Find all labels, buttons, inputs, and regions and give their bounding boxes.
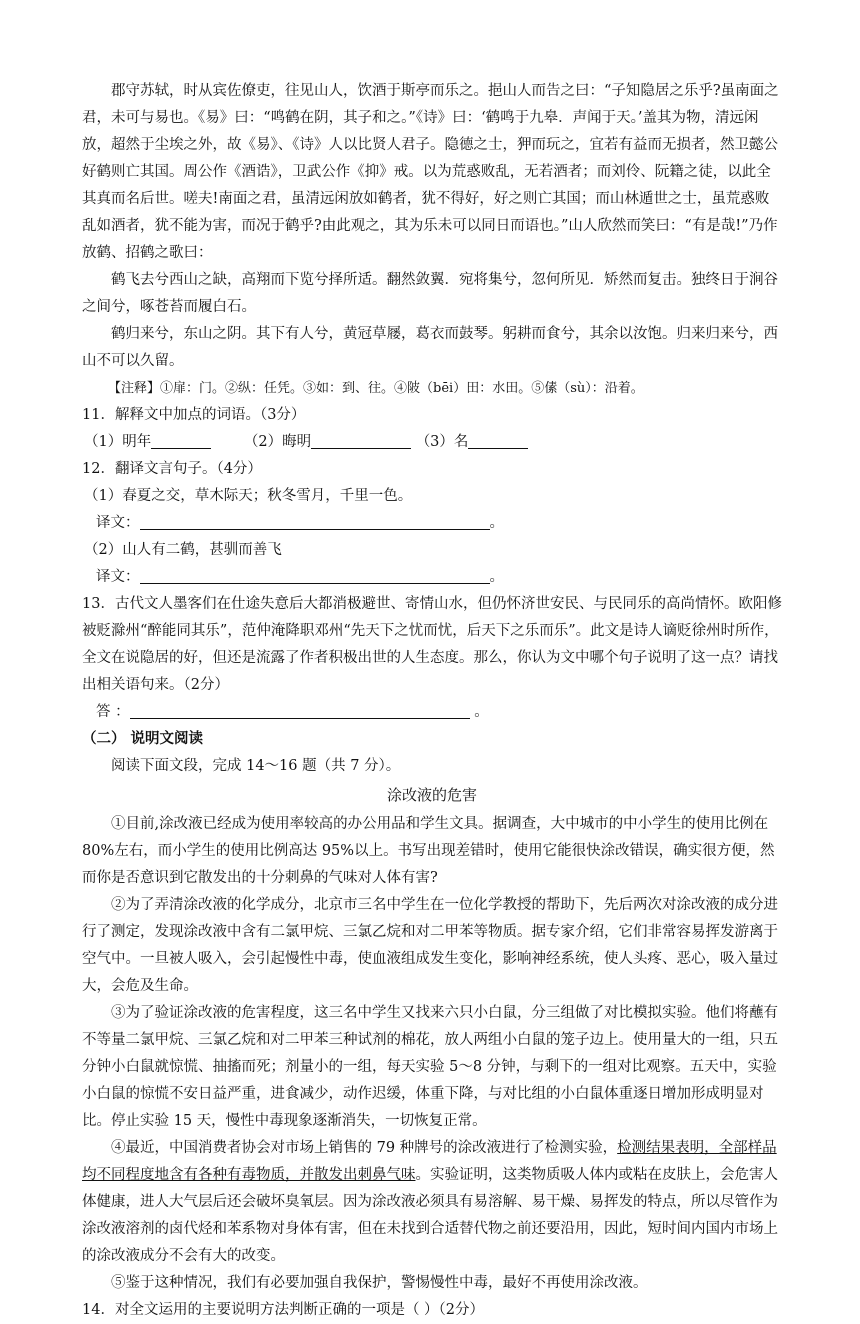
- para4-underlined-sentence: 检测结果表明，全部样品均不同程度地含有各种有毒物质，并散发出刺鼻气味: [82, 1140, 777, 1183]
- translation-label: 译文：: [96, 515, 140, 531]
- section-heading: （二） 说明文阅读: [82, 731, 204, 747]
- answer-label: 答 ：: [96, 704, 130, 720]
- answer-end-mark: 。: [474, 704, 489, 720]
- article-title: 涂改液的危害: [386, 786, 477, 804]
- para4-text-b: 。实验证明，这类物质吸人体内或粘在皮肤上，会危害人体健康，进人大气层后还会破坏臭氧层。因为涂改液必须具有易溶解、易干燥、易挥发的特点，所以尽管作为涂改液溶剂的卤代烃和苯系物对身体有害，但在未找到合适替代物之前还要沿用，因此，短时间内国内市场上的涂改液成分不会有大的改变。: [82, 1167, 778, 1264]
- q11-blank-2[interactable]: [311, 432, 411, 449]
- note-label: 【注释】: [108, 381, 161, 396]
- translation-label: 译文：: [96, 569, 140, 585]
- article-paragraph-1: ①目前,涂改液已经成为使用率较高的办公用品和学生文具。据调查，大中城市的中小学生的使用比例在 80%左右，而小学生的使用比例高达 95%以上。书写出现差错时，使用它能很快涂改错误，确实很方便，然而你是否意识到它散发出的十分刺鼻的气味对人体有害?: [82, 816, 775, 886]
- classical-paragraph-3: 鹤归来兮，东山之阴。其下有人兮，黄冠草屦，葛衣而鼓琴。躬耕而食兮，其余以汝饱。归来归来兮，西山不可以久留。: [82, 326, 778, 369]
- article-paragraph-2: ②为了弄清涂改液的化学成分，北京市三名中学生在一位化学教授的帮助下，先后两次对涂改液的成分进行了测定，发现涂改液中含有二氯甲烷、三氯乙烷和对二甲苯等物质。据专家介绍，它们非常容易挥发游离于空气中。一旦被人吸入，会引起慢性中毒，使血液组成发生变化，影响神经系统，使人头疼、恶心，吸入量过大，会危及生命。: [82, 897, 778, 994]
- article-paragraph-4: [82, 1135, 782, 1270]
- q11-item-1: （1）明年: [84, 434, 152, 450]
- q12-sentence-2: （2）山人有二鹤，甚驯而善飞: [84, 542, 282, 558]
- q12-answer-blank-1[interactable]: [140, 513, 490, 530]
- question-11-stem: 11．解释文中加点的词语。（3分）: [82, 407, 306, 423]
- q12-sentence-1: （1）春夏之交，草木际天；秋冬雪月，千里一色。: [84, 488, 413, 504]
- q11-item-3: （3）名: [415, 434, 469, 450]
- translation-end-mark: 。: [489, 569, 504, 585]
- article-paragraph-5: ⑤鉴于这种情况，我们有必要加强自我保护，警惕慢性中毒，最好不再使用涂改液。: [111, 1275, 648, 1291]
- exam-page: [82, 78, 782, 1324]
- question-11-items: [82, 429, 782, 456]
- q13-answer-blank[interactable]: [130, 702, 470, 719]
- annotation-note: [82, 375, 782, 402]
- article-paragraph-3: ③为了验证涂改液的危害程度，这三名中学生又找来六只小白鼠，分三组做了对比模拟实验。他们将蘸有不等量二氯甲烷、三氯乙烷和对二甲苯三种试剂的棉花，放人两组小白鼠的笼子边上。使用量大的一组，只五分钟小白鼠就惊慌、抽搐而死；剂量小的一组，每天实验 5～8 分钟，与剩下的一组对比观察。五天中，实验小白鼠的惊慌不安日益严重，进食减少，动作迟缓，体重下降，与对比组的小白鼠体重逐日增加形成明显对比。停止实验 15 天，慢性中毒现象逐渐消失，一切恢复正常。: [82, 1005, 778, 1129]
- q11-item-2: （2）晦明: [243, 434, 312, 450]
- translation-end-mark: 。: [489, 515, 504, 531]
- question-14-stem: 14．对全文运用的主要说明方法判断正确的一项是（ ）（2分）: [82, 1302, 485, 1318]
- note-text: ①扉：门。②纵：任凭。③如：到、往。④陂（bēi）田：水田。⑤傃（sù）：沿着。: [160, 381, 644, 396]
- question-13-stem: 13．古代文人墨客们在仕途失意后大都消极避世、寄情山水，但仍怀济世安民、与民同乐的高尚情怀。欧阳修被贬滁州“醉能同其乐”，范仲淹降职邓州“先天下之忧而忧，后天下之乐而乐”。此文是诗人谪贬徐州时所作，全文在说隐居的好，但还是流露了作者积极出世的人生态度。那么，你认为文中哪个句子说明了这一点？请找出相关语句来。（2分）: [82, 596, 782, 693]
- para4-text-a: ④最近，中国消费者协会对市场上销售的 79 种牌号的涂改液进行了检测实验，: [111, 1140, 618, 1156]
- question-12-stem: 12．翻译文言句子。（4分）: [82, 461, 262, 477]
- q12-translation-1: [82, 510, 782, 537]
- classical-paragraph-1: 郡守苏轼，时从宾佐僚吏，往见山人，饮酒于斯亭而乐之。挹山人而告之曰：“子知隐居之乐乎?虽南面之君，未可与易也。《易》曰：“鸣鹤在阴，其子和之。”《诗》曰：‘鹤鸣于九皋．声闻于天。’盖其为物，清远闲放，超然于尘埃之外，故《易》、《诗》人以比贤人君子。隐德之士，狎而玩之，宜若有益而无损者，然卫懿公好鹤则亡其国。周公作《酒诰》，卫武公作《抑》戒。以为荒惑败乱，无若酒者；而刘伶、阮籍之徒，以此全其真而名后世。嗟夫!南面之君，虽清远闲放如鹤者，犹不得好，好之则亡其国；而山林遁世之士，虽荒惑败乱如酒者，犹不能为害，而况于鹤乎?由此观之，其为乐未可以同日而语也。”山人欣然而笑曰：“有是哉!”乃作放鹤、招鹤之歌曰：: [82, 83, 779, 261]
- q11-blank-3[interactable]: [468, 432, 528, 449]
- q12-translation-2: [82, 564, 782, 591]
- section-instruction: 阅读下面文段，完成 14～16 题（共 7 分）。: [111, 758, 401, 774]
- classical-paragraph-2: 鹤飞去兮西山之缺，高翔而下览兮择所适。翻然敛翼．宛将集兮，忽何所见．矫然而复击。独终日于涧谷之间兮，啄苍苔而履白石。: [82, 272, 778, 315]
- q11-blank-1[interactable]: [151, 432, 211, 449]
- q12-answer-blank-2[interactable]: [140, 567, 490, 584]
- q13-answer-line: [82, 699, 782, 726]
